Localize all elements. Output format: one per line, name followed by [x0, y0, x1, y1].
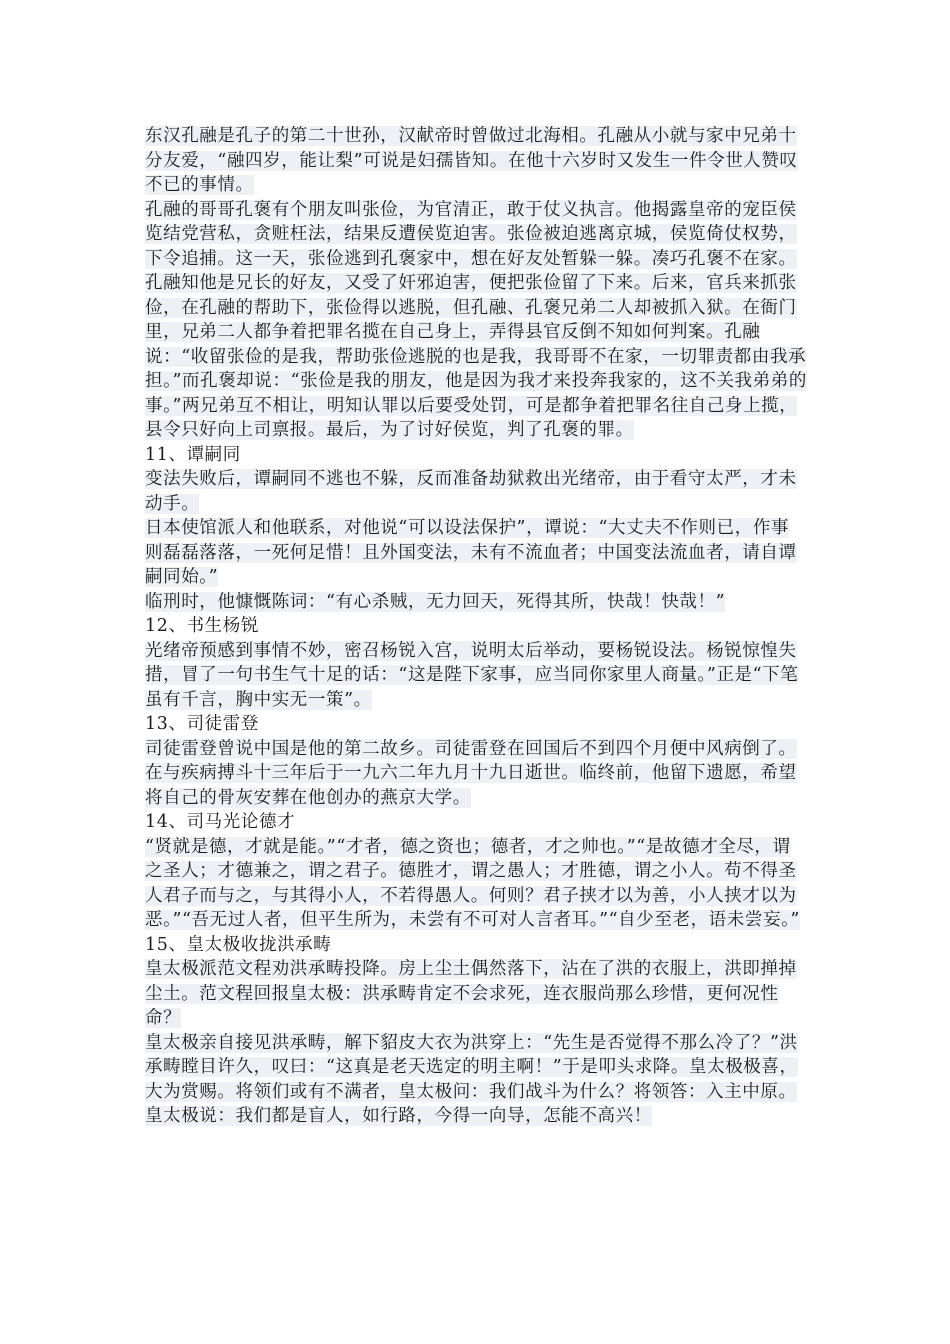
section-heading-11: [145, 443, 807, 468]
paragraph-tansitong-1: [145, 467, 807, 516]
paragraph-huangtaiji-1: [145, 957, 807, 1031]
heading-text: 14、司马光论德才: [145, 812, 296, 832]
paragraph-text: 孔融的哥哥孔褒有个朋友叫张俭，为官清正，敢于仗义执言。他揭露皇帝的宠臣侯览结党营私，贪赃枉法，结果反遭侯览迫害。张俭被迫逃离京城，侯览倚仗权势，下令追捕。这一天，张俭逃到孔褒家中，想在好友处暂躲一躲。凑巧孔褒不在家。孔融知他是兄长的好友，又受了奸邪迫害，便把张俭留了下来。后来，官兵来抓张俭，在孔融的帮助下，张俭得以逃脱，但孔融、孔褒兄弟二人却被抓入狱。在衙门里，兄弟二人都争着把罪名揽在自己身上，弄得县官反倒不知如何判案。孔融说：“收留张俭的是我，帮助张俭逃脱的也是我，我哥哥不在家，一切罪责都由我承担。”而孔褒却说：“张俭是我的朋友，他是因为我才来投奔我家的，这不关我弟弟的事。”两兄弟互不相让，明知认罪以后要受处罚，可是都争着把罪名往自己身上揽，县令只好向上司禀报。最后，为了讨好侯览，判了孔褒的罪。: [145, 199, 807, 440]
paragraph-huangtaiji-2: [145, 1031, 807, 1129]
paragraph-kongrong-story: [145, 198, 807, 443]
paragraph-text: “贤就是德，才就是能。”“才者，德之资也；德者，才之帅也。”“是故德才全尽，谓之圣人；才德兼之，谓之君子。德胜才，谓之愚人；才胜德，谓之小人。苟不得圣人君子而与之，与其得小人，不若得愚人。何则？君子挟才以为善，小人挟才以为恶。”“吾无过人者，但平生所为，未尝有不可对人言者耳。”“自少至老，语未尝妄。”: [145, 836, 800, 930]
heading-text: 13、司徒雷登: [145, 714, 259, 734]
section-heading-12: [145, 614, 807, 639]
paragraph-kongrong-intro: [145, 124, 807, 198]
paragraph-simaguang: [145, 835, 807, 933]
heading-text: 15、皇太极收拢洪承畴: [145, 934, 332, 955]
paragraph-text: 东汉孔融是孔子的第二十世孙，汉献帝时曾做过北海相。孔融从小就与家中兄弟十分友爱，“融四岁，能让梨”可说是妇孺皆知。在他十六岁时又发生一件令世人赞叹不已的事情。: [145, 126, 798, 195]
heading-text: 12、书生杨锐: [145, 616, 259, 636]
paragraph-situleideng: [145, 737, 807, 811]
section-heading-13: [145, 712, 807, 737]
paragraph-yangrui: [145, 639, 807, 713]
section-heading-14: [145, 810, 807, 835]
paragraph-text: 光绪帝预感到事情不妙，密召杨锐入宫，说明太后举动，要杨锐设法。杨锐惊惶失措，冒了一句书生气十足的话：“这是陛下家事，应当同你家里人商量。”正是“下笔虽有千言，胸中实无一策”。: [145, 640, 799, 710]
paragraph-text: 司徒雷登曾说中国是他的第二故乡。司徒雷登在回国后不到四个月便中风病倒了。在与疾病搏斗十三年后于一九六二年九月十九日逝世。临终前，他留下遗愿，希望将自己的骨灰安葬在他创办的燕京大学。: [145, 738, 797, 808]
paragraph-tansitong-2: [145, 516, 807, 590]
heading-text: 11、谭嗣同: [145, 444, 241, 465]
paragraph-text: 临刑时，他慷慨陈词：“有心杀贼，无力回天，死得其所，快哉！快哉！”: [145, 591, 726, 612]
paragraph-text: 皇太极亲自接见洪承畴，解下貂皮大衣为洪穿上：“先生是否觉得不那么冷了？”洪承畴瞠目许久，叹曰：“这真是老天选定的明主啊！”于是叩头求降。皇太极极喜，大为赏赐。将领们或有不满者，皇太极问：我们战斗为什么？将领答：入主中原。皇太极说：我们都是盲人，如行路，今得一向导，怎能不高兴！: [145, 1032, 798, 1126]
section-heading-15: [145, 933, 807, 958]
paragraph-text: 日本使馆派人和他联系，对他说“可以设法保护”，谭说：“大丈夫不作则已，作事则磊磊落落，一死何足惜！且外国变法，未有不流血者；中国变法流血者，请自谭嗣同始。”: [145, 518, 797, 587]
document-body: [145, 124, 807, 1129]
paragraph-tansitong-3: [145, 590, 807, 615]
paragraph-text: 皇太极派范文程劝洪承畴投降。房上尘土偶然落下，沾在了洪的衣服上，洪即掸掉尘土。范文程回报皇太极：洪承畴肯定不会求死，连衣服尚那么珍惜，更何况性命？: [145, 959, 797, 1028]
paragraph-text: 变法失败后，谭嗣同不逃也不躲，反而准备劫狱救出光绪帝，由于看守太严，才未动手。: [145, 469, 797, 514]
